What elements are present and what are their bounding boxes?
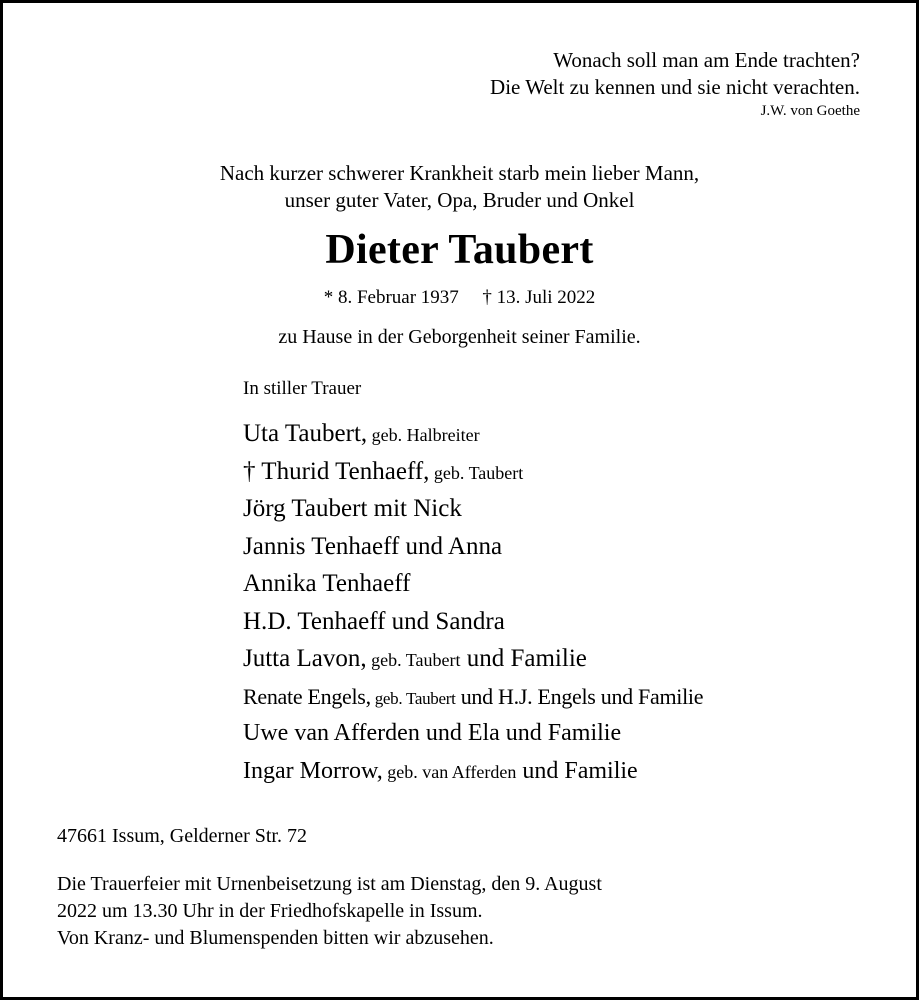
mourner-entry xyxy=(243,603,703,641)
separator: , xyxy=(365,683,371,709)
maiden-name: geb. Halbreiter xyxy=(367,425,480,445)
maiden-name: geb. Taubert xyxy=(366,650,461,670)
ceremony-line-1: Die Trauerfeier mit Urnenbeisetzung ist am Dienstag, den 9. August xyxy=(57,873,602,895)
quote-author: J.W. von Goethe xyxy=(760,103,860,119)
maiden-name: geb. van Afferden xyxy=(382,761,517,782)
life-dates xyxy=(3,286,916,310)
intro-line-2: unser guter Vater, Opa, Bruder und Onkel xyxy=(284,188,635,212)
mourner-suffix: und Familie xyxy=(460,645,587,672)
mourner-name: † Thurid Tenhaeff xyxy=(243,457,424,485)
mourner-entry xyxy=(243,565,703,603)
intro-text xyxy=(3,160,916,214)
ceremony-line-2: 2022 um 13.30 Uhr in der Friedhofskapelle in Issum. xyxy=(57,900,483,922)
mourner-entry xyxy=(243,678,703,716)
death-date: † 13. Juli 2022 xyxy=(482,287,596,308)
goethe-quote xyxy=(490,47,860,121)
family-address: 47661 Issum, Gelderner Str. 72 xyxy=(57,825,307,847)
separator: , xyxy=(360,645,367,672)
intro-line-1: Nach kurzer schwerer Krankheit starb mein lieber Mann, xyxy=(219,161,700,185)
mourner-suffix: und H.J. Engels und Familie xyxy=(455,683,704,709)
separator: , xyxy=(423,457,430,485)
mourner-suffix: und Familie xyxy=(516,757,638,784)
mourner-list xyxy=(243,415,703,790)
mourner-entry xyxy=(243,415,703,453)
mourner-entry xyxy=(243,753,703,791)
mourner-name: Ingar Morrow xyxy=(243,757,377,784)
mourner-name: Jannis Tenhaeff und Anna xyxy=(243,532,503,560)
mourner-entry xyxy=(243,528,703,566)
mourner-name: Jörg Taubert mit Nick xyxy=(243,495,462,522)
mourner-name: Uwe van Afferden und Ela und Familie xyxy=(243,720,622,746)
mourner-name: Renate Engels xyxy=(243,683,366,709)
maiden-name: geb. Taubert xyxy=(429,462,524,483)
mourner-entry xyxy=(243,715,703,753)
mourner-name: Jutta Lavon xyxy=(243,645,361,672)
mourner-name: H.D. Tenhaeff und Sandra xyxy=(243,607,505,635)
mourner-entry xyxy=(243,640,703,678)
mourner-entry xyxy=(243,490,703,528)
quote-line-2: Die Welt zu kennen und sie nicht verachten. xyxy=(490,75,860,99)
deceased-name: Dieter Taubert xyxy=(325,227,594,273)
separator: , xyxy=(360,420,368,447)
mourner-name: Uta Taubert xyxy=(243,420,361,447)
maiden-name: geb. Taubert xyxy=(370,688,456,708)
mourner-name: Annika Tenhaeff xyxy=(243,570,411,597)
separator: , xyxy=(376,757,383,784)
quote-line-1: Wonach soll man am Ende trachten? xyxy=(553,48,860,72)
birth-date: * 8. Februar 1937 xyxy=(323,287,459,308)
mourning-heading: In stiller Trauer xyxy=(243,378,362,399)
funeral-details xyxy=(57,871,602,952)
mourner-entry xyxy=(243,453,703,491)
ceremony-line-3: Von Kranz- und Blumenspenden bitten wir abzusehen. xyxy=(57,927,494,949)
place-of-death: zu Hause in der Geborgenheit seiner Familie. xyxy=(278,326,641,348)
